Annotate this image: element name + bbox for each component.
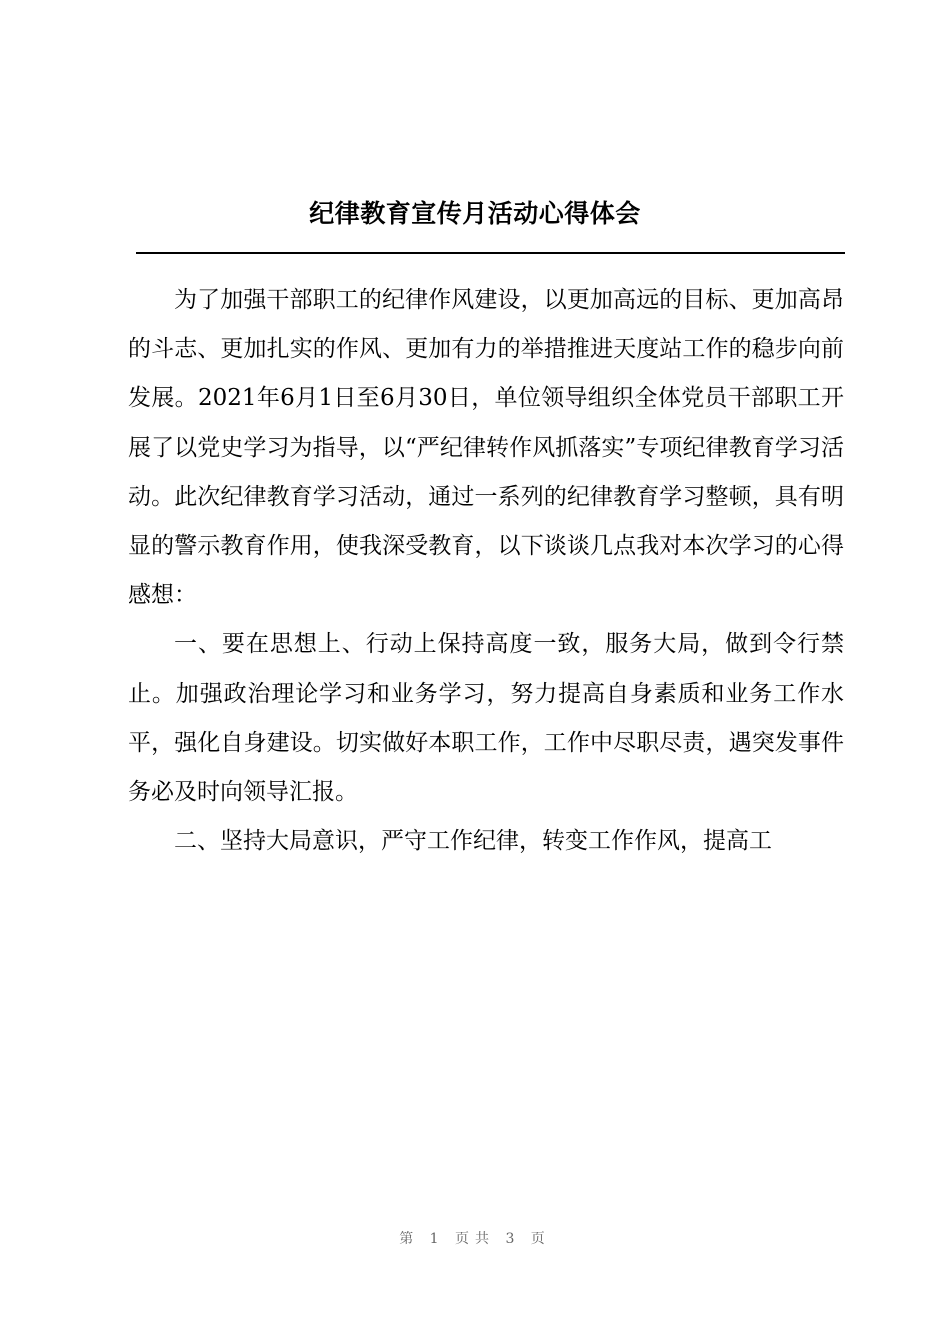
paragraph-intro: 为了加强干部职工的纪律作风建设，以更加高远的目标、更加高昂的斗志、更加扎实的作风、更加有力的举措推进天度站工作的稳步向前发展。2021年6月1日至6月30日，单位领导组织全体党员干部职工开展了以党史学习为指导，以“严纪律转作风抓落实”专项纪律教育学习活动。此次纪律教育学习活动，通过一系列的纪律教育学习整顿，具有明显的警示教育作用，使我深受教育，以下谈谈几点我对本次学习的心得感想： bbox=[128, 287, 844, 609]
paragraph-point-two: 二、坚持大局意识，严守工作纪律，转变工作作风，提高工 bbox=[174, 828, 772, 855]
title-underline bbox=[136, 252, 845, 254]
document-body bbox=[128, 276, 844, 866]
page-number-footer: 第 1 页共 3 页 bbox=[399, 1231, 551, 1247]
paragraph-point-one: 一、要在思想上、行动上保持高度一致，服务大局，做到令行禁止。加强政治理论学习和业务学习，努力提高自身素质和业务工作水平，强化自身建设。切实做好本职工作，工作中尽职尽责，遇突发事件务必及时向领导汇报。 bbox=[128, 631, 844, 806]
document-title: 纪律教育宣传月活动心得体会 bbox=[309, 199, 641, 228]
